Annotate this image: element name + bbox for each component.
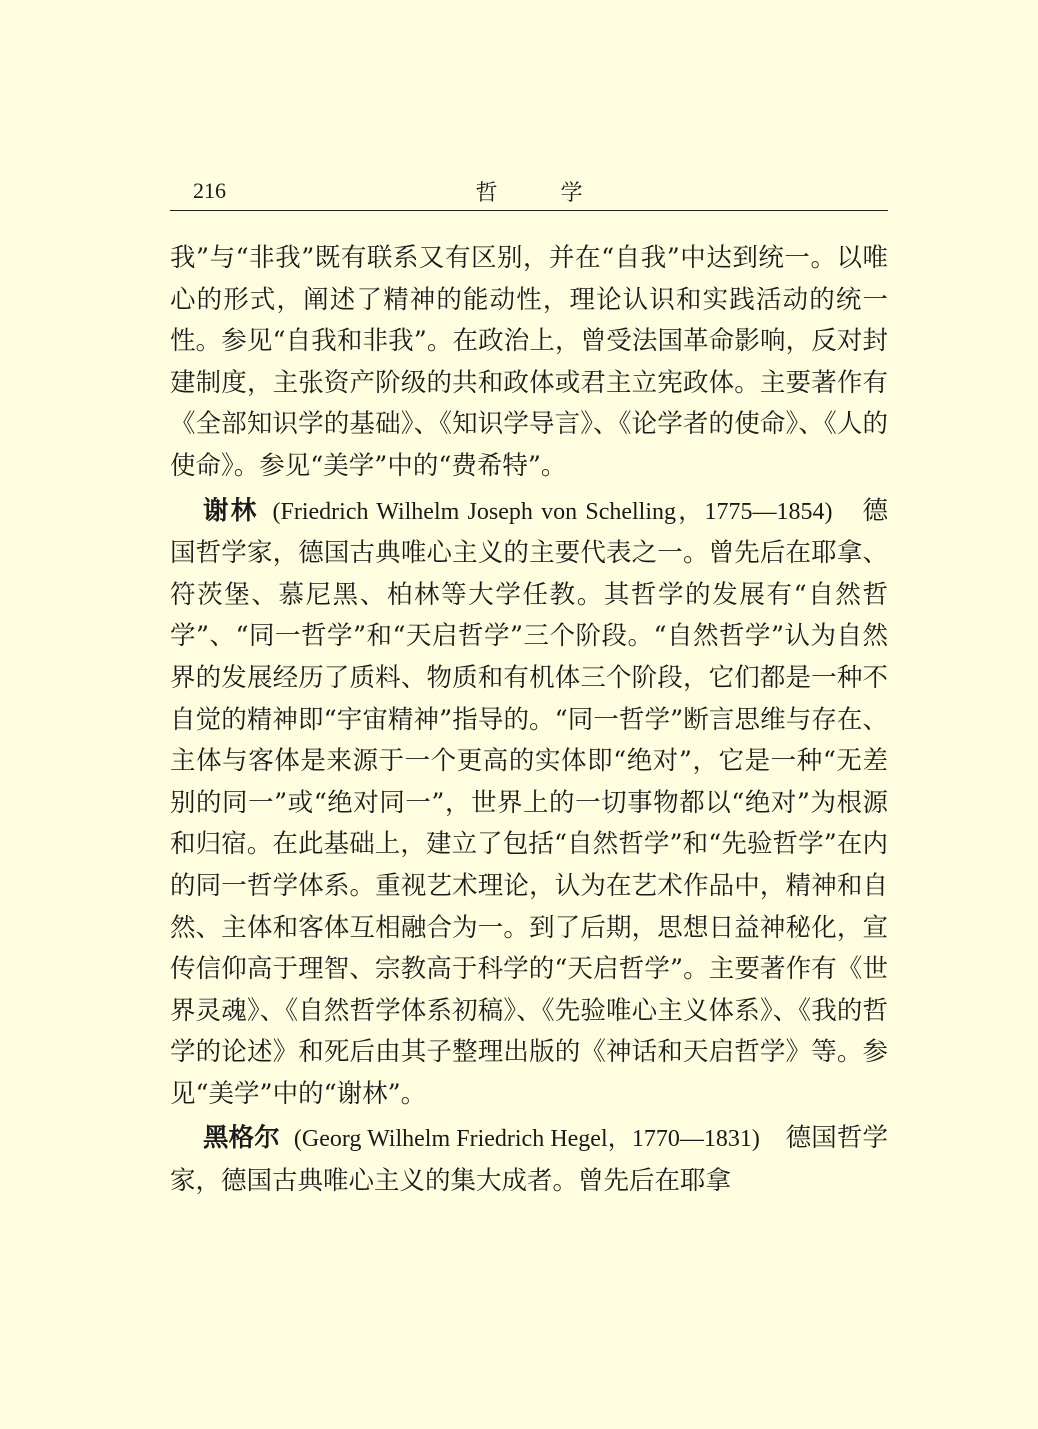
entry-text: 德国哲学家，德国古典唯心主义的主要代表之一。曾先后在耶拿、符茨堡、慕尼黑、柏林等大学任教。其哲学的发展有“自然哲学”、“同一哲学”和“天启哲学”三个阶段。“自然哲学”认为自然界的发展经历了质料、物质和有机体三个阶段，它们都是一种不自觉的精神即“宇宙精神”指导的。“同一哲学”断言思维与存在、主体与客体是来源于一个更高的实体即“绝对”，它是一种“无差别的同一”或“绝对同一”，世界上的一切事物都以“绝对”为根源和归宿。在此基础上，建立了包括“自然哲学”和“先验哲学”在内的同一哲学体系。重视艺术理论，认为在艺术作品中，精神和自然、主体和客体互相融合为一。到了后期，思想日益神秘化，宣传信仰高于理智、宗教高于科学的“天启哲学”。主要著作有《世界灵魂》、《自然哲学体系初稿》、《先验唯心主义体系》、《我的哲学的论述》和死后由其子整理出版的《神话和天启哲学》等。参见“美学”中的“谢林”。 [170,495,888,1109]
entry-hegel [170,1118,888,1202]
entry-term: 黑格尔 [203,1123,280,1154]
running-title: 哲 学 [475,181,611,206]
paragraph-fichte-continued [170,238,888,488]
page-header [170,176,888,211]
paragraph-text: 我”与“非我”既有联系又有区别，并在“自我”中达到统一。以唯心的形式，阐述了精神的能动性，理论认识和实践活动的统一性。参见“自我和非我”。在政治上，曾受法国革命影响，反对封建制度，主张资产阶级的共和政体或君主立宪政体。主要著作有《全部知识学的基础》、《知识学导言》、《论学者的使命》、《人的使命》。参见“美学”中的“费希特”。 [170,243,888,481]
entry-term: 谢林 [203,495,259,526]
entry-schelling [170,491,888,1116]
entry-foreign-name: (Georg Wilhelm Friedrich Hegel，1770—1831) [293,1126,760,1153]
entry-text: 德国哲学家，德国古典唯心主义的集大成者。曾先后在耶拿 [170,1123,888,1197]
body-text [170,238,888,1206]
entry-foreign-name: (Friedrich Wilhelm Joseph von Schelling，1775—1854) [272,498,833,525]
page-number: 216 [193,178,226,203]
